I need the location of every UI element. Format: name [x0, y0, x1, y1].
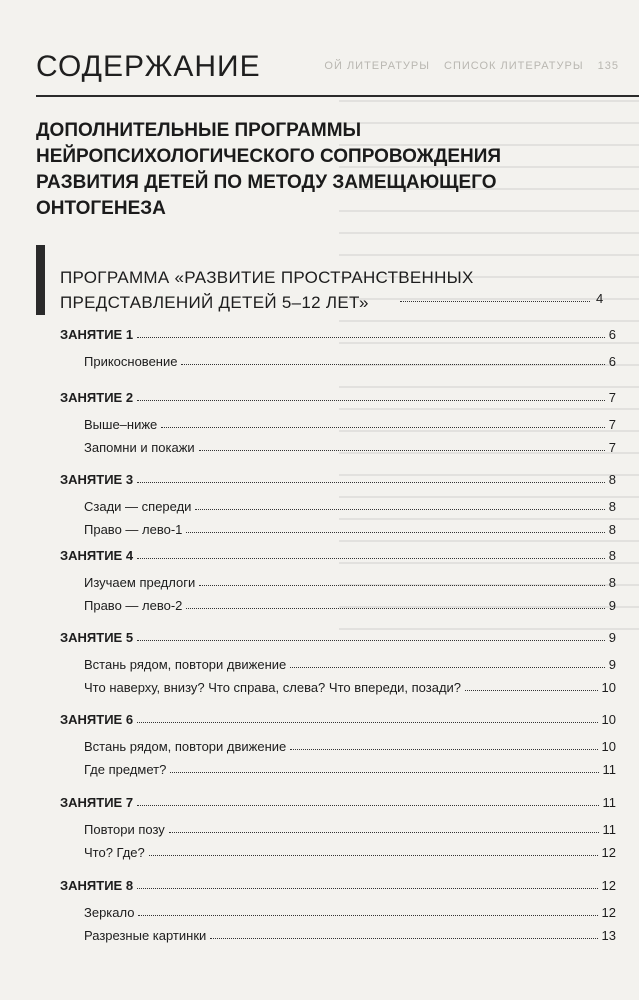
toc-lesson[interactable] [60, 327, 616, 342]
toc-lesson-page: 8 [608, 472, 616, 487]
toc-item-label: Повтори позу [84, 822, 165, 837]
toc-leader [170, 772, 598, 773]
toc-lesson-page: 11 [602, 795, 616, 810]
program-leader [400, 301, 590, 302]
running-head-text-2: СПИСОК ЛИТЕРАТУРЫ [444, 60, 584, 72]
toc-lesson-title: ЗАНЯТИЕ 1 [60, 327, 134, 342]
toc-leader [181, 364, 604, 365]
toc-lesson-title: ЗАНЯТИЕ 8 [60, 878, 134, 893]
toc-leader [161, 427, 604, 428]
toc-leader [186, 608, 604, 609]
toc-item-page: 11 [602, 822, 616, 837]
toc-lesson-page: 7 [608, 390, 616, 405]
toc-item-page: 8 [608, 499, 616, 514]
toc-leader [137, 888, 597, 889]
toc-item[interactable] [60, 440, 616, 455]
toc-lesson-title: ЗАНЯТИЕ 7 [60, 795, 134, 810]
toc-item-page: 9 [608, 657, 616, 672]
toc-leader [199, 450, 605, 451]
toc-item-page: 11 [602, 762, 616, 777]
toc-item-page: 7 [608, 440, 616, 455]
toc-item[interactable] [60, 739, 616, 754]
toc-item-label: Встань рядом, повтори движение [84, 739, 287, 754]
toc-lesson-page: 10 [601, 712, 616, 727]
toc-item-label: Право — лево-1 [84, 522, 183, 537]
toc-item-label: Разрезные картинки [84, 928, 207, 943]
toc-item-label: Зеркало [84, 905, 135, 920]
toc-item-label: Изучаем предлоги [84, 575, 196, 590]
toc-item-page: 12 [601, 845, 616, 860]
toc-item[interactable] [60, 575, 616, 590]
toc-lesson-page: 8 [608, 548, 616, 563]
toc-item-label: Выше–ниже [84, 417, 158, 432]
running-head [314, 60, 619, 72]
toc-leader [195, 509, 604, 510]
toc-item[interactable] [60, 598, 616, 613]
toc-leader [290, 749, 597, 750]
page-header [0, 0, 639, 95]
toc-item[interactable] [60, 417, 616, 432]
toc-item-page: 6 [608, 354, 616, 369]
toc-item-page: 7 [608, 417, 616, 432]
toc-lesson[interactable] [60, 390, 616, 405]
toc-lesson-page: 6 [608, 327, 616, 342]
toc-leader [137, 558, 605, 559]
toc-leader [210, 938, 597, 939]
toc-lesson-title: ЗАНЯТИЕ 3 [60, 472, 134, 487]
toc-leader [137, 337, 605, 338]
toc-leader [137, 400, 605, 401]
toc-leader [138, 915, 597, 916]
toc-leader [290, 667, 605, 668]
toc-item-label: Что? Где? [84, 845, 145, 860]
toc-item-page: 13 [601, 928, 616, 943]
toc-item[interactable] [60, 522, 616, 537]
toc-lesson[interactable] [60, 712, 616, 727]
section-heading: ДОПОЛНИТЕЛЬНЫЕ ПРОГРАММЫ НЕЙРОПСИХОЛОГИЧЕСКОГО СОПРОВОЖДЕНИЯ РАЗВИТИЯ ДЕТЕЙ ПО МЕТОДУ ЗАМЕЩАЮЩЕГО ОНТОГЕНЕЗА [36, 120, 502, 219]
toc-lesson-page: 9 [608, 630, 616, 645]
toc-item-label: Встань рядом, повтори движение [84, 657, 287, 672]
toc-item-label: Запомни и покажи [84, 440, 195, 455]
toc-item-label: Где предмет? [84, 762, 167, 777]
toc-lesson-title: ЗАНЯТИЕ 6 [60, 712, 134, 727]
toc-leader [186, 532, 604, 533]
toc-item[interactable] [60, 680, 616, 695]
toc-item-label: Сзади — спереди [84, 499, 192, 514]
header-rule [36, 95, 639, 97]
toc-leader [137, 805, 598, 806]
toc-leader [137, 640, 605, 641]
toc-leader [137, 722, 597, 723]
program-title: ПРОГРАММА «РАЗВИТИЕ ПРОСТРАНСТВЕННЫХ ПРЕДСТАВЛЕНИЙ ДЕТЕЙ 5–12 ЛЕТ» [60, 268, 474, 312]
page-title: СОДЕРЖАНИЕ [36, 50, 261, 83]
toc-item-page: 10 [601, 739, 616, 754]
toc-item[interactable] [60, 845, 616, 860]
running-head-page: 135 [597, 60, 619, 72]
toc-lesson-page: 12 [601, 878, 616, 893]
toc-item[interactable] [60, 657, 616, 672]
toc-item[interactable] [60, 928, 616, 943]
toc-lesson[interactable] [60, 472, 616, 487]
running-head-text-1: ОЙ ЛИТЕРАТУРЫ [324, 60, 430, 72]
toc-item-page: 8 [608, 522, 616, 537]
toc-leader [465, 690, 598, 691]
toc-leader [169, 832, 599, 833]
toc-item[interactable] [60, 354, 616, 369]
toc-item-label: Право — лево-2 [84, 598, 183, 613]
toc-item-page: 9 [608, 598, 616, 613]
toc-leader [149, 855, 598, 856]
toc-item[interactable] [60, 762, 616, 777]
toc-lesson-title: ЗАНЯТИЕ 5 [60, 630, 134, 645]
toc-lesson[interactable] [60, 548, 616, 563]
toc-item[interactable] [60, 499, 616, 514]
toc-item[interactable] [60, 905, 616, 920]
toc-leader [199, 585, 605, 586]
toc-item-label: Что наверху, внизу? Что справа, слева? Что впереди, позади? [84, 680, 462, 695]
toc-lesson[interactable] [60, 795, 616, 810]
toc-lesson[interactable] [60, 878, 616, 893]
toc-lesson-title: ЗАНЯТИЕ 4 [60, 548, 134, 563]
toc-lesson[interactable] [60, 630, 616, 645]
toc-leader [137, 482, 605, 483]
toc-item[interactable] [60, 822, 616, 837]
toc-item-page: 10 [601, 680, 616, 695]
toc-item-page: 12 [601, 905, 616, 920]
toc-lesson-title: ЗАНЯТИЕ 2 [60, 390, 134, 405]
toc-item-label: Прикосновение [84, 354, 178, 369]
program-page-number: 4 [596, 291, 604, 306]
toc-item-page: 8 [608, 575, 616, 590]
program-accent-bar [36, 245, 45, 315]
